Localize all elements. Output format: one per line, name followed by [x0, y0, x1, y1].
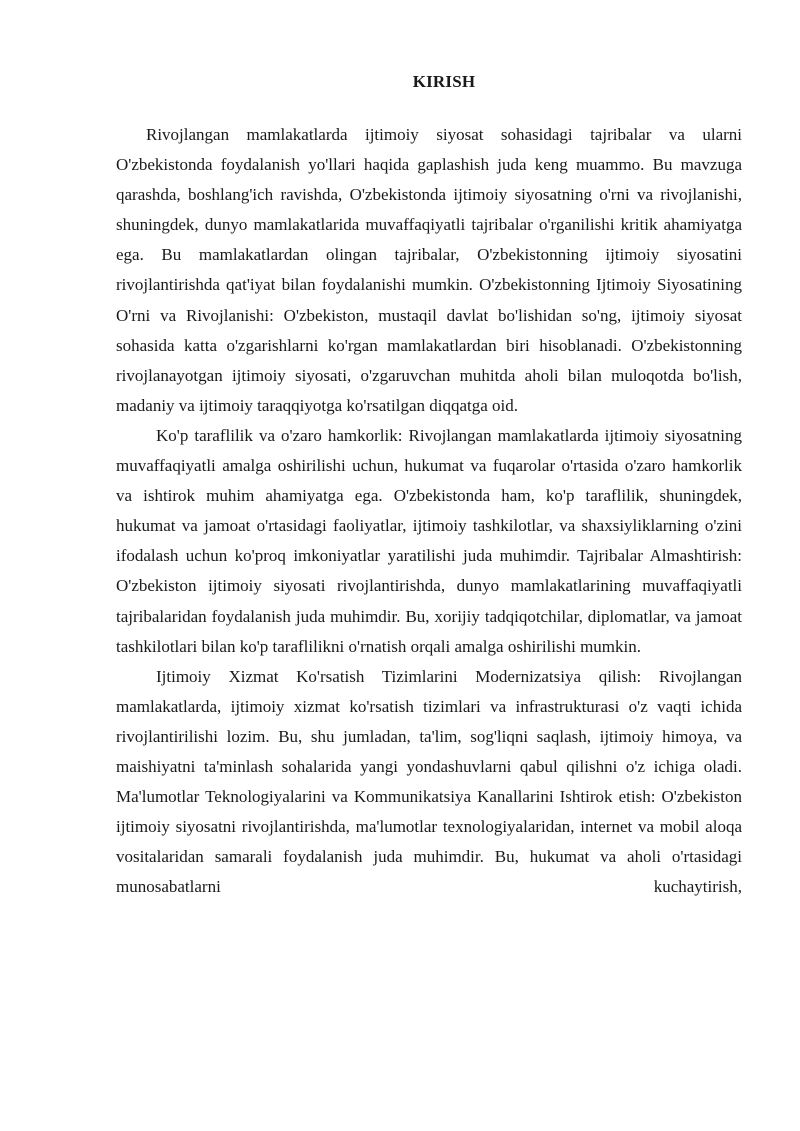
paragraph-intro: Rivojlangan mamlakatlarda ijtimoiy siyosat sohasidagi tajribalar va ularni O'zbekistonda foydalanish yo'llari haqida gaplashish juda keng muammo. Bu mavzuga qarashda, boshlang'ich ravishda, O'zbekistonda ijtimoiy siyosatning o'rni va rivojlanishi, shuningdek, dunyo mamlakatlarida muvaffaqiyatli tajribalar o'rganilishi kritik ahamiyatga ega. Bu mamlakatlardan olingan tajribalar, O'zbekistonning ijtimoiy siyosatini rivojlantirishda qat'iyat bilan foydalanishi mumkin. O'zbekistonning Ijtimoiy Siyosatining O'rni va Rivojlanishi: O'zbekiston, mustaqil davlat bo'lishidan so'ng, ijtimoiy siyosat sohasida katta o'zgarishlarni ko'rgan mamlakatlardan biri hisoblanadi. O'zbekistonning rivojlanayotgan ijtimoiy siyosati, o'zgaruvchan muhitda aholi bilan muloqotda bo'lish, madaniy va ijtimoiy taraqqiyotga ko'rsatilgan diqqatga oid.	[116, 125, 742, 415]
document-page	[116, 72, 742, 902]
paragraph-modernization: Ijtimoiy Xizmat Ko'rsatish Tizimlarini Modernizatsiya qilish: Rivojlangan mamlakatlarda, ijtimoiy xizmat ko'rsatish tizimlari va infrastrukturasi o'z vaqti ichida rivojlantirilishi lozim. Bu, shu jumladan, ta'lim, sog'liqni saqlash, ijtimoiy himoya, va maishiyatni ta'minlash sohalarida yangi yondashuvlarni qabul qilishni o'z ichiga oladi. Ma'lumotlar Teknologiyalarini va Kommunikatsiya Kanallarini Ishtirok etish: O'zbekiston ijtimoiy siyosatni rivojlantirishda, ma'lumotlar texnologiyalaridan, internet va mobil aloqa vositalaridan samarali foydalanish juda muhimdir. Bu, hukumat va aholi o'rtasidagi munosabatlarni kuchaytirish,	[116, 666, 742, 897]
paragraph-cooperation: Ko'p taraflilik va o'zaro hamkorlik: Rivojlangan mamlakatlarda ijtimoiy siyosatning muvaffaqiyatli amalga oshirilishi uchun, hukumat va fuqarolar o'rtasida o'zaro hamkorlik va ishtirok muhim ahamiyatga ega. O'zbekistonda ham, ko'p taraflilik, shuningdek, hukumat va jamoat o'rtasidagi faoliyatlar, ijtimoiy tashkilotlar, va shaxsiyliklarning o'zini ifodalash uchun ko'proq imkoniyatlar yaratilishi juda muhimdir. Tajribalar Almashtirish: O'zbekiston ijtimoiy siyosati rivojlantirishda, dunyo mamlakatlarining muvaffaqiyatli tajribalaridan foydalanish juda muhimdir. Bu, xorijiy tadqiqotchilar, diplomatlar, va jamoat tashkilotlari bilan ko'p taraflilikni o'rnatish orqali amalga oshirilishi mumkin.	[116, 425, 742, 656]
page-title: KIRISH	[412, 72, 476, 91]
